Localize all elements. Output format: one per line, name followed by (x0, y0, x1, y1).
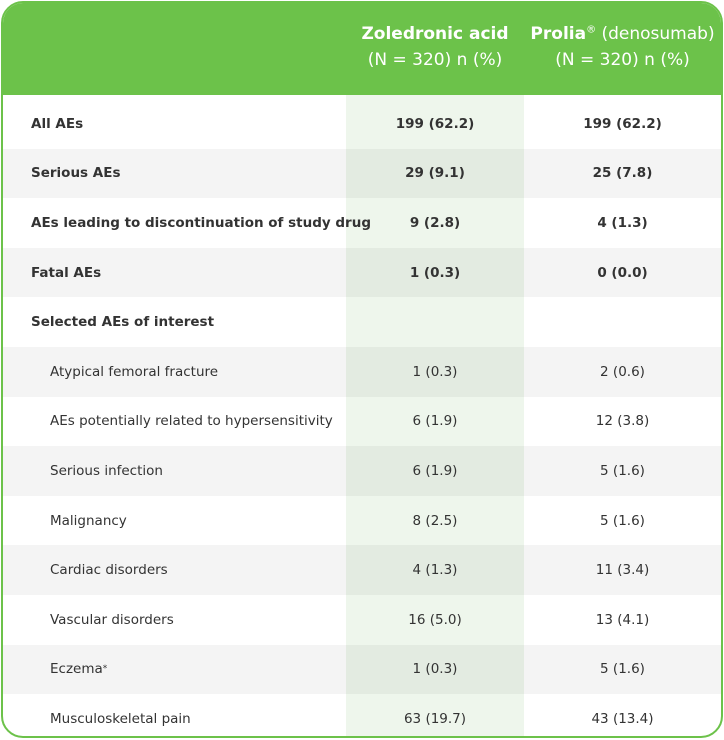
row-label: Serious AEs (31, 165, 121, 182)
table-row (3, 149, 721, 199)
row-label: Cardiac disorders (50, 562, 168, 579)
table-row (3, 694, 721, 738)
header-zoledronic-acid (346, 21, 524, 73)
table-body (3, 99, 721, 738)
table-row (3, 99, 721, 149)
zoledronic-acid-value: 1 (0.3) (409, 264, 461, 281)
prolia-value: 11 (3.4) (595, 562, 650, 579)
header-prolia-n: (N = 320) n (%) (555, 50, 690, 70)
adverse-events-table (1, 1, 723, 738)
header-prolia-generic: (denosumab) (596, 24, 715, 44)
row-label-text: Eczema (50, 661, 103, 678)
prolia-value: 13 (4.1) (595, 611, 650, 628)
prolia-value: 5 (1.6) (600, 661, 645, 678)
table-row (3, 347, 721, 397)
header-prolia-title (524, 21, 721, 47)
header-prolia-brand: Prolia (530, 24, 587, 44)
row-label: Eczema * (50, 661, 108, 678)
table-row (3, 397, 721, 447)
header-zoledronic-acid-title: Zoledronic acid (361, 24, 509, 44)
registered-mark: ® (586, 24, 597, 36)
row-label: Selected AEs of interest (31, 314, 215, 331)
prolia-value: 0 (0.0) (597, 264, 648, 281)
zoledronic-acid-value: 4 (1.3) (412, 562, 458, 579)
table-row (3, 248, 721, 298)
row-label: AEs leading to discontinuation of study drug (31, 214, 371, 231)
prolia-value: 5 (1.6) (600, 462, 645, 479)
table-row (3, 496, 721, 546)
zoledronic-acid-value: 9 (2.8) (409, 214, 461, 231)
zoledronic-acid-value (346, 297, 524, 347)
table-row (3, 645, 721, 695)
header-prolia (524, 21, 721, 73)
row-label: All AEs (31, 115, 84, 132)
zoledronic-acid-value: 63 (19.7) (403, 710, 467, 727)
prolia-value: 43 (13.4) (591, 710, 654, 727)
row-label: Serious infection (50, 462, 163, 479)
prolia-value: 199 (62.2) (583, 115, 662, 132)
prolia-value: 25 (7.8) (592, 165, 653, 182)
zoledronic-acid-value: 6 (1.9) (412, 462, 458, 479)
prolia-value: 4 (1.3) (597, 214, 648, 231)
row-label: AEs potentially related to hypersensitivity (50, 413, 333, 430)
prolia-value: 5 (1.6) (600, 512, 645, 529)
row-label: Musculoskeletal pain (50, 710, 191, 727)
table-header (3, 3, 721, 95)
prolia-value: 12 (3.8) (595, 413, 650, 430)
row-label: Malignancy (50, 512, 127, 529)
zoledronic-acid-value: 29 (9.1) (405, 165, 465, 182)
row-label: Fatal AEs (31, 264, 102, 281)
zoledronic-acid-value: 1 (0.3) (412, 363, 458, 380)
zoledronic-acid-value: 8 (2.5) (412, 512, 458, 529)
table-row (3, 595, 721, 645)
table-row (3, 545, 721, 595)
zoledronic-acid-value: 16 (5.0) (408, 611, 462, 628)
zoledronic-acid-value: 6 (1.9) (412, 413, 458, 430)
row-label: Vascular disorders (50, 611, 174, 628)
table-row-section-heading (3, 297, 721, 347)
prolia-value: 2 (0.6) (600, 363, 645, 380)
table-row (3, 446, 721, 496)
table-row (3, 198, 721, 248)
header-zoledronic-acid-n: (N = 320) n (%) (367, 50, 503, 70)
row-label: Atypical femoral fracture (50, 363, 219, 380)
prolia-value (524, 297, 721, 347)
zoledronic-acid-value: 1 (0.3) (412, 661, 458, 678)
zoledronic-acid-value: 199 (62.2) (395, 115, 475, 132)
